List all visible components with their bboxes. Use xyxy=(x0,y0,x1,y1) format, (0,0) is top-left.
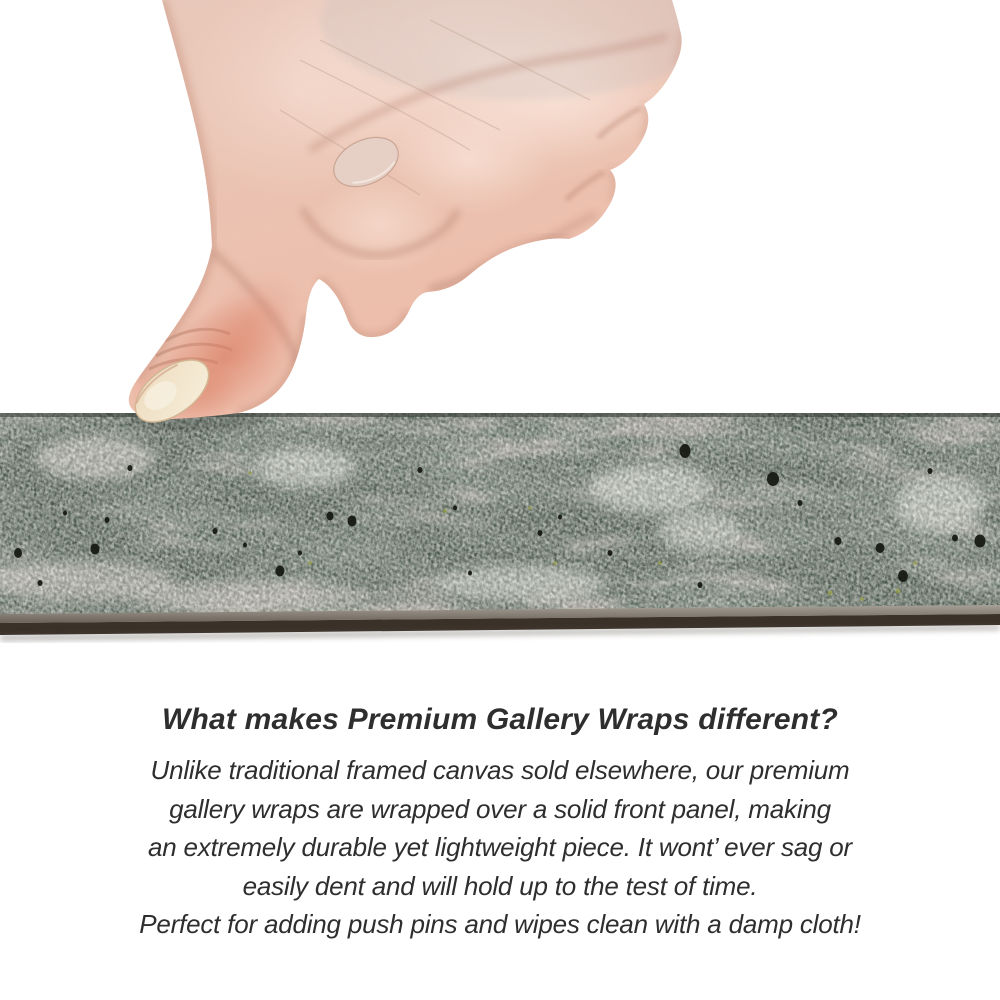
info-line-3: an extremely durable yet lightweight piece. It wont’ ever sag or xyxy=(147,832,853,862)
info-block xyxy=(0,701,1000,944)
info-line-5: Perfect for adding push pins and wipes clean with a damp cloth! xyxy=(139,909,861,939)
info-line-2: gallery wraps are wrapped over a solid front panel, making xyxy=(169,793,831,824)
canvas-strip-graphic xyxy=(0,413,1000,645)
hand-photo xyxy=(0,0,1000,440)
canvas-strip xyxy=(0,413,1000,645)
info-heading: What makes Premium Gallery Wraps different? xyxy=(161,703,839,736)
info-line-4: easily dent and will hold up to the test of time. xyxy=(242,870,758,901)
hand xyxy=(100,0,720,440)
info-line-1: Unlike traditional framed canvas sold elsewhere, our premium xyxy=(150,755,850,785)
canvas-front-face xyxy=(0,413,1000,614)
